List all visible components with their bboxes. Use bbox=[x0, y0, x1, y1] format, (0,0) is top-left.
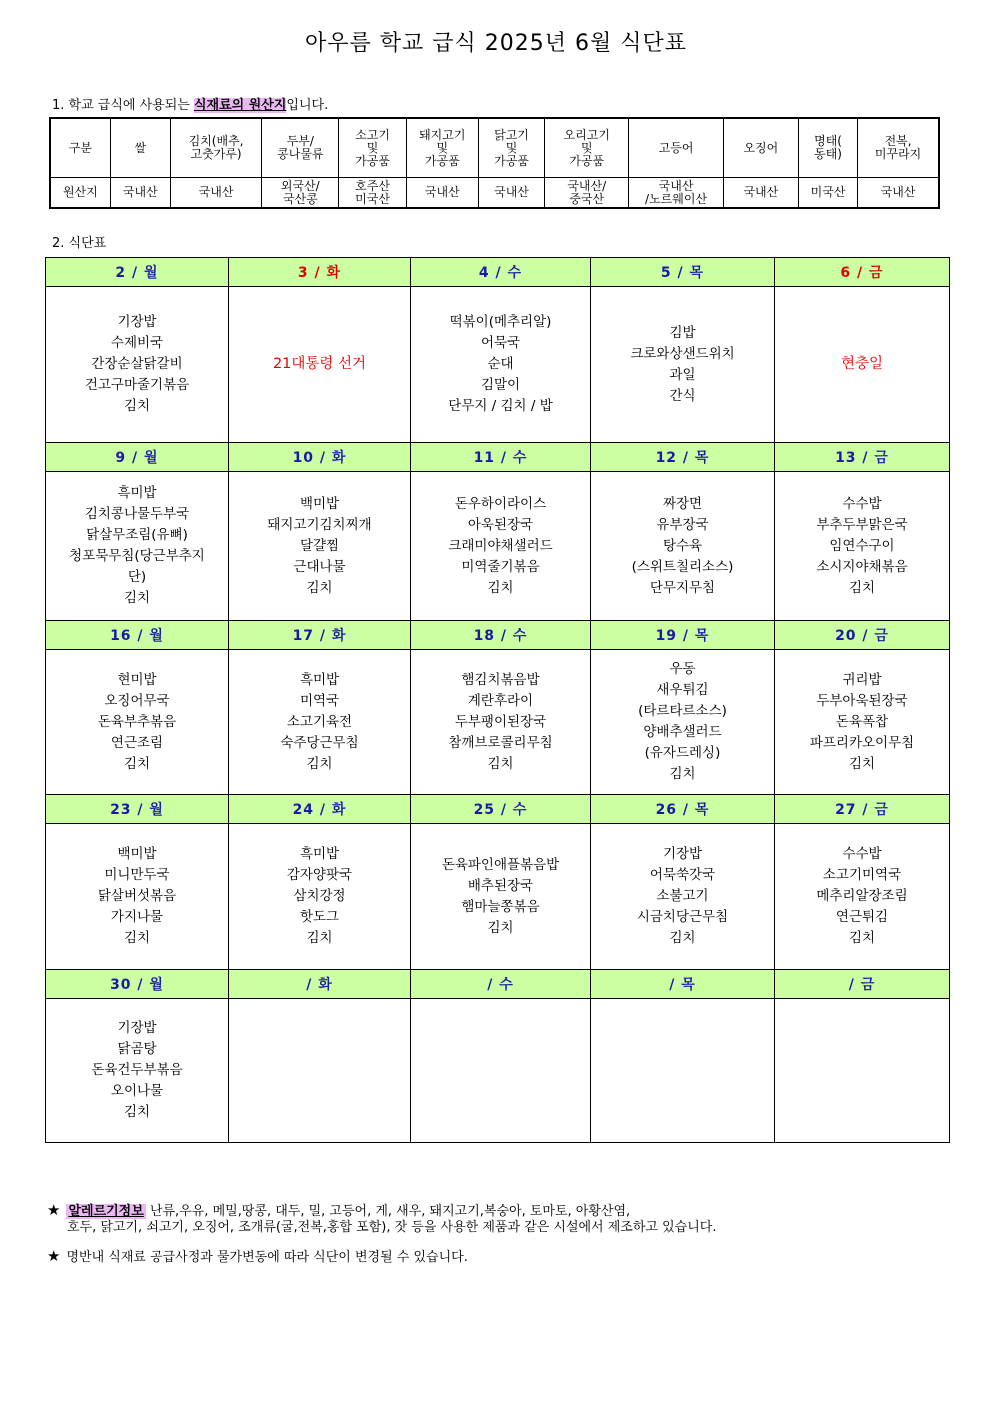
menu-item: 임연수구이 bbox=[829, 537, 895, 554]
week-menu-row bbox=[46, 650, 950, 795]
menu-item: (스위트칠리소스) bbox=[631, 558, 734, 575]
day-label: / 화 bbox=[229, 970, 411, 999]
week-day-header-row bbox=[46, 970, 950, 999]
origin-header-cell: 고등어 bbox=[629, 118, 723, 178]
origin-header-cell: 두부/ 콩나물류 bbox=[262, 118, 339, 178]
day-label: 3 / 화 bbox=[229, 258, 411, 287]
day-menu-cell bbox=[46, 650, 229, 795]
menu-item: 메추리알장조림 bbox=[816, 888, 908, 904]
day-menu-cell bbox=[775, 824, 950, 970]
menu-item: 귀리밥 bbox=[842, 671, 882, 688]
week-day-header-row bbox=[46, 258, 950, 287]
day-menu-cell bbox=[229, 824, 411, 970]
allergy-line1: 난류,우유, 메밀,땅콩, 대두, 밀, 고등어, 게, 새우, 돼지고기,복숭아, 토마토, 아황산염, bbox=[145, 1204, 631, 1219]
origin-header-row bbox=[50, 118, 939, 178]
origin-value-cell: 미국산 bbox=[798, 178, 857, 209]
menu-item: 김치 bbox=[669, 930, 696, 946]
menu-item: 김치 bbox=[306, 579, 333, 596]
allergy-label: 알레르기정보 bbox=[68, 1204, 144, 1219]
menu-item: 기장밥 bbox=[117, 1020, 157, 1036]
menu-item: 파프리카오이무침 bbox=[809, 734, 915, 751]
menu-item: 단무지무침 bbox=[649, 579, 716, 596]
menu-item: 현미밥 bbox=[117, 671, 157, 688]
day-label: 10 / 화 bbox=[229, 443, 411, 472]
day-menu-cell bbox=[775, 287, 950, 443]
origin-value-cell: 국내산/ 중국산 bbox=[545, 178, 629, 209]
day-menu-cell bbox=[229, 999, 411, 1143]
menu-item: 백미밥 bbox=[117, 846, 157, 862]
menu-item: 김치 bbox=[123, 755, 151, 772]
menu-item: 김말이 bbox=[480, 377, 521, 393]
week-day-header-row bbox=[46, 795, 950, 824]
allergy-line2: 호두, 닭고기, 쇠고기, 오징어, 조개류(굴,전복,홍합 포함), 잣 등을 사용한 제품과 같은 시설에서 제조하고 있습니다. bbox=[67, 1220, 717, 1235]
menu-item: 소고기미역국 bbox=[822, 867, 902, 883]
day-menu-cell bbox=[775, 650, 950, 795]
day-menu-cell bbox=[46, 824, 229, 970]
menu-item: 유부장국 bbox=[656, 516, 709, 533]
menu-item: 두부팽이된장국 bbox=[454, 713, 547, 730]
menu-item: 소시지야채볶음 bbox=[816, 558, 908, 575]
menu-item: 어묵쑥갓국 bbox=[649, 867, 716, 883]
origin-header-cell: 닭고기 및 가공품 bbox=[478, 118, 544, 178]
origin-value-cell: 국내산 bbox=[723, 178, 798, 209]
menu-item: 오이나물 bbox=[110, 1083, 164, 1099]
day-menu-cell bbox=[46, 999, 229, 1143]
origin-header-cell: 오리고기 및 가공품 bbox=[545, 118, 629, 178]
origin-heading-highlight: 식재료의 원산지 bbox=[193, 98, 287, 113]
menu-item: 돼지고기김치찌개 bbox=[267, 516, 372, 533]
menu-item: 소불고기 bbox=[656, 888, 709, 904]
origin-header-cell: 김치(배추, 고춧가루) bbox=[170, 118, 261, 178]
day-label: 18 / 수 bbox=[411, 621, 591, 650]
day-label: 13 / 금 bbox=[775, 443, 950, 472]
day-menu-cell bbox=[591, 650, 775, 795]
origin-value-cell: 국내산 bbox=[110, 178, 170, 209]
menu-item: 두부아욱된장국 bbox=[816, 692, 908, 709]
menu-item: 김치 bbox=[123, 1104, 151, 1120]
origin-header-cell: 쌀 bbox=[110, 118, 170, 178]
menu-item: 계란후라이 bbox=[467, 692, 534, 709]
menu-item: 김치 bbox=[306, 930, 333, 946]
menu-item: 김치 bbox=[123, 590, 151, 606]
day-label: / 수 bbox=[411, 970, 591, 999]
day-menu-cell bbox=[411, 999, 591, 1143]
allergy-note bbox=[47, 1202, 716, 1236]
day-label: 6 / 금 bbox=[775, 258, 950, 287]
origin-value-cell: 국내산 bbox=[406, 178, 478, 209]
menu-item: 기장밥 bbox=[662, 846, 703, 862]
menu-item: 김치 bbox=[487, 755, 514, 772]
menu-item: 돈육부추볶음 bbox=[97, 713, 177, 730]
menu-item: 수제비국 bbox=[110, 335, 164, 351]
menu-item: 미역국 bbox=[299, 692, 340, 709]
menu-item: 가지나물 bbox=[110, 909, 164, 925]
holiday-note: 21대통령 선거 bbox=[272, 356, 367, 372]
origin-value-cell: 국내산 /노르웨이산 bbox=[629, 178, 723, 209]
menu-item: 아욱된장국 bbox=[467, 516, 534, 533]
day-label: 12 / 목 bbox=[591, 443, 775, 472]
day-label: 24 / 화 bbox=[229, 795, 411, 824]
origin-heading-prefix: 1. 학교 급식에 사용되는 bbox=[52, 98, 194, 113]
menu-item: 핫도그 bbox=[299, 909, 340, 925]
menu-item: 닭살버섯볶음 bbox=[97, 888, 177, 904]
day-label: 20 / 금 bbox=[775, 621, 950, 650]
origin-header-cell: 구분 bbox=[50, 118, 110, 178]
day-menu-cell bbox=[411, 650, 591, 795]
menu-item: 소고기육전 bbox=[286, 713, 353, 730]
star-icon: ★ bbox=[47, 1247, 61, 1265]
day-label: / 금 bbox=[775, 970, 950, 999]
day-menu-cell bbox=[411, 472, 591, 621]
week-menu-row bbox=[46, 999, 950, 1143]
menu-item: 수수밥 bbox=[842, 495, 882, 512]
change-note bbox=[47, 1248, 468, 1266]
change-notice-text: 명반내 식재료 공급사정과 물가변동에 따라 식단이 변경될 수 있습니다. bbox=[66, 1250, 468, 1265]
menu-item: 연근조림 bbox=[110, 734, 164, 751]
star-icon: ★ bbox=[47, 1201, 61, 1219]
menu-item: 오징어무국 bbox=[104, 692, 170, 709]
menu-item: 양배추샐러드 bbox=[643, 724, 722, 740]
menu-section-heading: 2. 식단표 bbox=[52, 236, 107, 251]
menu-item: 연근튀김 bbox=[835, 909, 889, 925]
day-menu-cell bbox=[591, 472, 775, 621]
menu-item: 탕수육 bbox=[662, 537, 703, 554]
origin-value-cell: 국내산 bbox=[478, 178, 544, 209]
menu-item: 미역줄기볶음 bbox=[461, 558, 540, 575]
menu-item: 배추된장국 bbox=[467, 877, 534, 894]
week-menu-row bbox=[46, 824, 950, 970]
menu-item: 돈육파인애플볶음밥 bbox=[441, 856, 560, 873]
origin-value-cell: 원산지 bbox=[50, 178, 110, 209]
menu-item: 참깨브로콜리무침 bbox=[448, 734, 553, 751]
menu-item: 흑미밥 bbox=[117, 485, 157, 501]
menu-item: 청포묵무침(당근부추지 단) bbox=[69, 548, 205, 585]
day-menu-cell bbox=[775, 999, 950, 1143]
origin-header-cell: 오징어 bbox=[723, 118, 798, 178]
menu-table bbox=[45, 257, 950, 1143]
menu-item: 햄마늘쫑볶음 bbox=[461, 898, 540, 915]
menu-item: 김치 bbox=[848, 579, 876, 596]
menu-item: 간장순살닭갈비 bbox=[91, 356, 183, 372]
day-label: 27 / 금 bbox=[775, 795, 950, 824]
menu-item: 김밥 bbox=[669, 324, 696, 341]
menu-item: 순대 bbox=[487, 356, 514, 372]
origin-header-cell: 전복, 미꾸라지 bbox=[858, 118, 939, 178]
day-menu-cell bbox=[411, 287, 591, 443]
day-label: 17 / 화 bbox=[229, 621, 411, 650]
day-menu-cell bbox=[591, 999, 775, 1143]
menu-item: 크래미야채샐러드 bbox=[448, 537, 553, 554]
menu-item: 크로와상샌드위치 bbox=[630, 345, 735, 362]
menu-item: 새우튀김 bbox=[656, 682, 709, 698]
day-menu-cell bbox=[591, 824, 775, 970]
day-label: 4 / 수 bbox=[411, 258, 591, 287]
holiday-note: 현충일 bbox=[840, 356, 884, 372]
menu-item: 우동 bbox=[669, 661, 696, 677]
day-label: 16 / 월 bbox=[46, 621, 229, 650]
week-menu-row bbox=[46, 472, 950, 621]
day-label: 25 / 수 bbox=[411, 795, 591, 824]
day-menu-cell bbox=[229, 650, 411, 795]
menu-item: 삼치강정 bbox=[293, 888, 346, 904]
menu-item: 건고구마줄기볶음 bbox=[84, 377, 190, 393]
menu-item: 달걀찜 bbox=[299, 537, 340, 554]
menu-item: 수수밥 bbox=[842, 846, 882, 862]
menu-item: 부추두부맑은국 bbox=[816, 516, 908, 533]
day-label: 5 / 목 bbox=[591, 258, 775, 287]
day-menu-cell bbox=[46, 287, 229, 443]
menu-item: 김치 bbox=[848, 755, 876, 772]
origin-value-cell: 국내산 bbox=[170, 178, 261, 209]
day-label: 11 / 수 bbox=[411, 443, 591, 472]
menu-item: 김치 bbox=[487, 919, 514, 936]
menu-item: 근대나물 bbox=[293, 558, 346, 575]
day-label: 30 / 월 bbox=[46, 970, 229, 999]
day-menu-cell bbox=[229, 287, 411, 443]
menu-item: (유자드레싱) bbox=[644, 745, 721, 761]
day-label: 26 / 목 bbox=[591, 795, 775, 824]
origin-header-cell: 소고기 및 가공품 bbox=[339, 118, 406, 178]
week-menu-row bbox=[46, 287, 950, 443]
menu-item: 김치 bbox=[487, 579, 514, 596]
menu-item: 짜장면 bbox=[662, 495, 703, 512]
day-label: 9 / 월 bbox=[46, 443, 229, 472]
origin-header-cell: 돼지고기 및 가공품 bbox=[406, 118, 478, 178]
menu-item: 돈우하이라이스 bbox=[454, 495, 547, 512]
day-menu-cell bbox=[591, 287, 775, 443]
week-day-header-row bbox=[46, 621, 950, 650]
menu-item: 흑미밥 bbox=[299, 671, 340, 688]
day-menu-cell bbox=[411, 824, 591, 970]
menu-item: 닭살무조림(유뼈) bbox=[86, 527, 188, 543]
day-menu-cell bbox=[775, 472, 950, 621]
menu-item: 김치 bbox=[123, 398, 151, 414]
day-label: 19 / 목 bbox=[591, 621, 775, 650]
menu-item: 닭곰탕 bbox=[117, 1041, 157, 1057]
origin-header-cell: 명태( 동태) bbox=[798, 118, 857, 178]
origin-value-row bbox=[50, 178, 939, 209]
menu-item: 김치콩나물두부국 bbox=[84, 506, 190, 522]
menu-item: 시금치당근무침 bbox=[636, 909, 729, 925]
menu-item: 떡볶이(메추리알) bbox=[449, 314, 552, 330]
day-menu-cell bbox=[229, 472, 411, 621]
origin-heading-suffix: 입니다. bbox=[286, 98, 329, 113]
menu-item: (타르타르소스) bbox=[638, 703, 727, 719]
menu-item: 간식 bbox=[669, 387, 696, 404]
menu-item: 감자양팟국 bbox=[286, 867, 353, 883]
menu-item: 돈육폭찹 bbox=[835, 713, 889, 730]
menu-item: 김치 bbox=[123, 930, 151, 946]
origin-value-cell: 국내산 bbox=[858, 178, 939, 209]
day-label: 23 / 월 bbox=[46, 795, 229, 824]
menu-item: 김치 bbox=[848, 930, 876, 946]
day-label: / 목 bbox=[591, 970, 775, 999]
menu-item: 김치 bbox=[669, 766, 696, 782]
menu-item: 햄김치볶음밥 bbox=[461, 671, 540, 688]
menu-item: 미니만두국 bbox=[104, 867, 170, 883]
day-menu-cell bbox=[46, 472, 229, 621]
menu-item: 어묵국 bbox=[480, 335, 521, 351]
origin-value-cell: 호주산 미국산 bbox=[339, 178, 406, 209]
origin-value-cell: 외국산/ 국산콩 bbox=[262, 178, 339, 209]
origin-section-heading bbox=[52, 94, 328, 113]
menu-item: 백미밥 bbox=[299, 495, 340, 512]
menu-item: 단무지 / 김치 / 밥 bbox=[448, 398, 553, 414]
menu-item: 과일 bbox=[669, 366, 696, 383]
day-label: 2 / 월 bbox=[46, 258, 229, 287]
page-title: 아우름 학교 급식 2025년 6월 식단표 bbox=[305, 31, 687, 56]
week-day-header-row bbox=[46, 443, 950, 472]
menu-item: 숙주당근무침 bbox=[280, 734, 359, 751]
menu-item: 김치 bbox=[306, 755, 333, 772]
origin-table bbox=[49, 117, 940, 209]
menu-item: 흑미밥 bbox=[299, 846, 340, 862]
menu-item: 돈육건두부볶음 bbox=[91, 1062, 183, 1078]
menu-item: 기장밥 bbox=[117, 314, 157, 330]
